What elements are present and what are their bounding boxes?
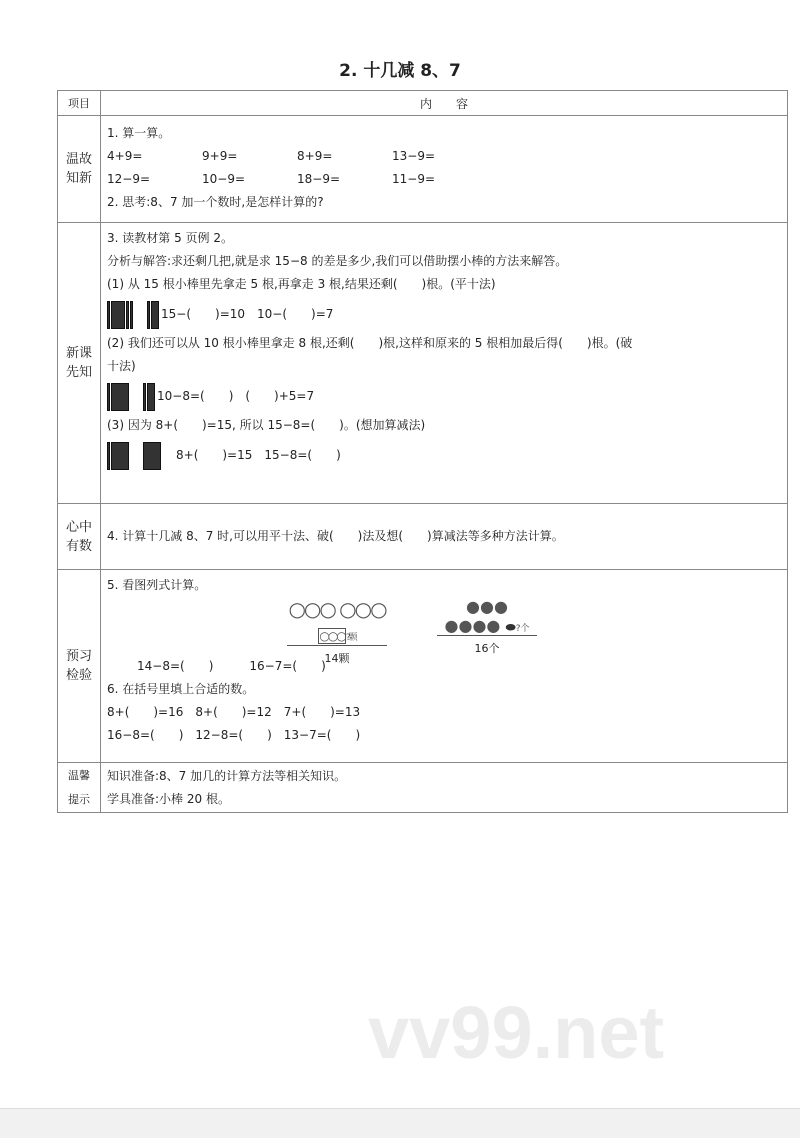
question-1: 1. 算一算。: [107, 126, 171, 140]
section-label: 新课先知: [58, 223, 101, 504]
sticks-icon: [107, 383, 155, 411]
header-item: 项目: [58, 91, 101, 116]
total-label: 16个: [474, 642, 500, 655]
sticks-icon: [107, 301, 159, 329]
section-label: 温故知新: [58, 116, 101, 223]
method-3: (3) 因为 8+( )=15, 所以 15−8=( )。(想加算减法): [107, 418, 426, 432]
question-6: 6. 在括号里填上合适的数。: [107, 682, 255, 696]
header-content: 内 容: [101, 91, 788, 116]
exercise: 18−9=: [297, 172, 341, 186]
question-3: 3. 读教材第 5 页例 2。: [107, 231, 233, 245]
question-5: 5. 看图列式计算。: [107, 578, 207, 592]
question-mark-label: ?颗: [345, 633, 356, 643]
equation: 14−8=( ) 16−7=( ): [137, 659, 326, 673]
section-label: 心中有数: [58, 504, 101, 570]
knowledge-prep: 知识准备:8、7 加几的计算方法等相关知识。: [107, 769, 347, 783]
page-title: 2. 十几减 8、7: [339, 61, 461, 81]
equation: 8+( )=15 15−8=( ): [176, 448, 341, 462]
exercise: 8+9=: [297, 149, 333, 163]
section-label: 预习检验: [58, 570, 101, 763]
bottom-bar: [0, 1108, 800, 1138]
exercise: 4+9=: [107, 149, 143, 163]
lesson-table: [57, 90, 788, 813]
beads-picture: ○○○ ○○○ ○○○?颗 14颗: [288, 597, 386, 665]
method-2-cont: 十法): [107, 359, 136, 373]
question-mark-label: ?个: [515, 624, 530, 634]
equation: 16−8=( ) 12−8=( ) 13−7=( ): [107, 728, 361, 742]
exercise: 9+9=: [202, 149, 238, 163]
equation: 15−( )=10 10−( )=7: [161, 307, 334, 321]
method-2: (2) 我们还可以从 10 根小棒里拿走 8 根,还剩( )根,这样和原来的 5 根相加最后得( )根。(破: [107, 336, 633, 350]
question-4: 4. 计算十几减 8、7 时,可以用平十法、破( )法及想( )算减法等多种方法计算。: [107, 529, 564, 543]
fruit-picture: ●●● ●●●● ⬬?个 16个: [437, 597, 537, 656]
sticks-icon: [107, 442, 174, 470]
watermark: vv99.net: [368, 991, 665, 1074]
exercise: 10−9=: [202, 172, 246, 186]
tools-prep: 学具准备:小棒 20 根。: [107, 792, 230, 806]
question-2: 2. 思考:8、7 加一个数时,是怎样计算的?: [107, 195, 324, 209]
section-label: 温馨提示: [58, 763, 101, 813]
method-1: (1) 从 15 根小棒里先拿走 5 根,再拿走 3 根,结果还剩( )根。(平十法): [107, 277, 496, 291]
total-label: 14颗: [324, 652, 350, 665]
exercise: 12−9=: [107, 172, 151, 186]
exercise: 13−9=: [392, 149, 436, 163]
equation: 10−8=( ) ( )+5=7: [157, 389, 315, 403]
equation: 8+( )=16 8+( )=12 7+( )=13: [107, 705, 361, 719]
exercise: 11−9=: [392, 172, 436, 186]
analysis: 分析与解答:求还剩几把,就是求 15−8 的差是多少,我们可以借助摆小棒的方法来解答。: [107, 254, 568, 268]
